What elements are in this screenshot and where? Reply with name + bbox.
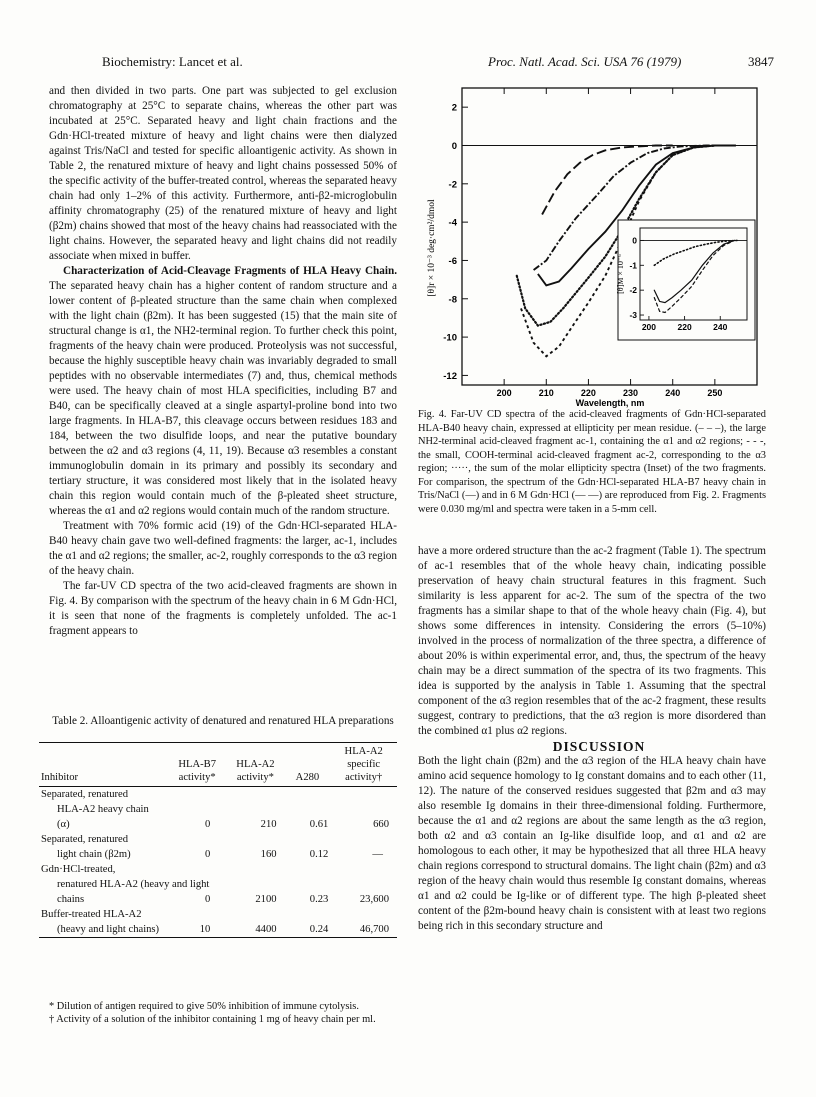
inset-x-tick-label: 200 — [641, 322, 657, 332]
figure-caption: Fig. 4. Far-UV CD spectra of the acid-cleaved fragments of Gdn·HCl-separated HLA-B40 heavy chain, expressed at ellipticity per mean residue. (– – –), the large NH2-terminal acid-cleaved fragment ac-1, containing the α1 and α2 regions; - - -, the small, COOH-terminal acid-cleaved fragment ac-2, corresponding to the α3 region; ·····, the sum of the molar ellipticity spectra (Inset) of the two fragments. For comparison, the spectrum of the Gdn·HCl-separated HLA-B7 heavy chain in Tris/NaCl (—) and in 6 M Gdn·HCl (— —) are reproduced from Fig. 2. Fragments were 0.030 mg/ml and spectra were taken in a 5-mm cell. — [418, 409, 766, 515]
cell-spec: 23,600 — [359, 894, 389, 905]
x-axis-label: Wavelength, nm — [575, 398, 645, 408]
col-header: Inhibitor — [41, 772, 79, 783]
x-tick-label: 220 — [580, 388, 596, 398]
paragraph-body: The separated heavy chain has a higher content of random structure and a lower content of β-pleated structure than the same chain when complexed with the light chain (β2m). It has been suggested (15) that the main site of structural change is α1, the NH2-terminal region. To further check this point, fragments of the heavy chain were produced. Proteolysis was not successful, because the highly susceptible heavy chain was invariably degraded to small peptides with no observable intermediates (7) and, thus, chemical methods were used. The heavy chain of most HLA specificities, including B7 and B40, can be specifically cleaved at a single aspartyl-proline bond into two large fragments. In HLA-B7, this cleavage occurs between residues 183 and 184, between the two disulfide loops, and near the putative boundary between the α2 and α3 regions (4, 11, 19). Because α3 resembles a constant immunoglobulin domain in its primary and possibly its secondary and tertiary structure, it was considered most likely that in the isolated heavy chain this region would contain much of the β-pleated sheet structure, whereas the α1 and α2 regions would contain much of the random structure. — [49, 280, 397, 517]
inset-plot — [616, 220, 755, 340]
col-header: HLA-A2 specific activity† — [344, 746, 383, 783]
row-label: light chain (β2m) — [57, 849, 131, 860]
row-label: HLA-A2 heavy chain — [57, 804, 149, 815]
y-tick-label: -10 — [443, 332, 457, 344]
table-row — [39, 877, 397, 892]
cell-b7: 0 — [205, 849, 211, 860]
row-label: Separated, renatured — [41, 789, 129, 800]
col-header: HLA-A2 activity* — [236, 759, 275, 783]
table-row — [39, 802, 397, 817]
cell-spec: 46,700 — [359, 924, 389, 935]
table-caption: Table 2. Alloantigenic activity of denatured and renatured HLA preparations — [52, 715, 394, 727]
section-heading: Characterization of Acid-Cleavage Fragments of HLA Heavy Chain. — [63, 265, 397, 277]
inset-y-tick-label: 0 — [632, 235, 637, 246]
paragraph: The far-UV CD spectra of the two acid-cleaved fragments are shown in Fig. 4. By comparison with the spectrum of the heavy chain in 6 M Gdn·HCl, it is seen that none of the fragments is completely unfolded. The ac-1 fragment appears to — [49, 580, 397, 637]
inset-y-axis-label: [θ]M × 10⁻⁶ — [616, 254, 625, 294]
table-2 — [39, 742, 397, 938]
x-tick-label: 210 — [538, 388, 554, 398]
cell-spec: 660 — [373, 819, 389, 830]
y-tick-label: 0 — [451, 140, 457, 152]
row-label: Buffer-treated HLA-A2 — [41, 909, 142, 920]
y-tick-label: -6 — [448, 255, 457, 267]
right-column — [418, 544, 766, 934]
running-header-journal: Proc. Natl. Acad. Sci. USA 76 (1979) — [488, 54, 682, 69]
paragraph — [49, 264, 397, 519]
figure-4-cd-spectra — [412, 80, 772, 408]
cell-a2: 160 — [260, 849, 277, 860]
y-tick-label: -12 — [443, 370, 457, 382]
cell-a2: 210 — [260, 819, 277, 830]
inset-y-tick-label: -3 — [629, 310, 637, 321]
y-tick-label: 2 — [451, 102, 457, 114]
cell-spec: — — [372, 849, 383, 860]
y-axis-label: [θ]r × 10⁻³ deg·cm²/dmol — [427, 199, 437, 297]
table-row — [39, 907, 397, 922]
cell-a280: 0.61 — [309, 819, 329, 830]
y-tick-label: -8 — [448, 294, 457, 306]
cell-a280: 0.24 — [309, 924, 329, 935]
x-tick-label: 240 — [665, 388, 681, 398]
inset-x-tick-label: 240 — [713, 322, 728, 332]
table-row — [39, 892, 397, 907]
page-number: 3847 — [748, 54, 774, 69]
left-column — [49, 84, 397, 639]
cell-a280: 0.23 — [309, 894, 329, 905]
cell-b7: 0 — [205, 819, 211, 830]
row-label: (α) — [57, 819, 70, 830]
table-row — [39, 862, 397, 877]
row-label: Gdn·HCl-treated, — [41, 864, 116, 875]
running-header-authors: Biochemistry: Lancet et al. — [102, 54, 243, 69]
table-row — [39, 817, 397, 832]
cell-b7: 10 — [199, 924, 211, 935]
table-header-row — [39, 743, 397, 787]
cell-b7: 0 — [205, 894, 211, 905]
section-heading-discussion: DISCUSSION — [552, 739, 646, 754]
paragraph: Treatment with 70% formic acid (19) of the Gdn·HCl-separated HLA-B40 heavy chain gave two well-defined fragments: the larger, ac-1, includes the α1 and α2 regions; the smaller, ac-2, roughly corresponds to the α3 region of the heavy chain. — [49, 520, 397, 577]
y-tick-label: -4 — [448, 217, 457, 229]
paragraph: Both the light chain (β2m) and the α3 region of the HLA heavy chain have amino acid sequence homology to Ig constant domains and to each other (11, 12). The nature of the conserved residues suggested that β2m and α3 may also resemble Ig domains in their three-dimensional folding. Furthermore, because the α1 and α2 regions are about the same length as the α3 region, both α2 and α3 contain an Ig-like disulfide loop, and α1 and α2 are homologous to each other, it may be hypothesized that all three HLA heavy chain regions correspond to structural domains. The light chain (β2m) and α3 region of the heavy chain would thus resemble Ig constant domains, whereas α1 and α2 could be Ig-like or of different type. The high β-pleated sheet content of the β2m-bound heavy chain is consistent with at least two regions being rich in this secondary structure and — [418, 755, 766, 932]
series-line-long-dash — [542, 146, 673, 215]
table-row — [39, 922, 397, 938]
x-tick-label: 200 — [496, 388, 512, 398]
row-label: renatured HLA-A2 (heavy and light — [57, 879, 210, 890]
col-header: A280 — [295, 772, 320, 783]
y-tick-label: -2 — [448, 179, 457, 191]
inset-x-tick-label: 220 — [677, 322, 692, 332]
table-row — [39, 832, 397, 847]
table-footnotes — [49, 1000, 397, 1026]
footnote: † Activity of a solution of the inhibitor containing 1 mg of heavy chain per ml. — [49, 1014, 376, 1025]
row-label: (heavy and light chains) — [57, 924, 160, 935]
row-label: chains — [57, 894, 85, 905]
inset-y-tick-label: -2 — [629, 285, 637, 296]
cell-a2: 2100 — [255, 894, 277, 905]
inset-y-tick-label: -1 — [629, 260, 637, 271]
footnote: * Dilution of antigen required to give 50% inhibition of immune cytolysis. — [49, 1001, 359, 1012]
x-tick-label: 230 — [623, 388, 639, 398]
table-row — [39, 847, 397, 862]
paragraph: and then divided in two parts. One part was subjected to gel exclusion chromatography at 25°C to separate chains, whereas the other part was incubated at 25°C. Separated heavy and light chain fractions and the Gdn·HCl-treated mixture of heavy and light chains were then dialyzed against Tris/NaCl and tested for specific alloantigenic activity. As shown in Table 2, the renatured mixture of heavy and light chains possessed 50% of the specific activity of the buffer-treated control, whereas the separated heavy chain had only 1–2% of this activity. Furthermore, anti-β2-microglobulin affinity chromatography (25) of the renatured mixture of heavy and light (β2m) chains showed that most of the heavy chains had reassociated with the light chains. However, the separated heavy and light chains did not readily associate when mixed in buffer. — [49, 85, 397, 262]
table-row — [39, 787, 397, 803]
col-header: HLA-B7 activity* — [178, 759, 216, 783]
x-tick-label: 250 — [707, 388, 723, 398]
row-label: Separated, renatured — [41, 834, 129, 845]
paragraph: have a more ordered structure than the ac-2 fragment (Table 1). The spectrum of ac-1 resembles that of the whole heavy chain, indicating possible preservation of heavy chain structural features in this fragment. Such similarity is less apparent for ac-2. The sum of the spectra of the two fragments has a similar shape to that of the whole heavy chain (Fig. 4), but shows some differences in intensity. Considering the errors (5–10%) involved in the process of normalization of the three spectra, a difference of about 20% is within experimental error, and, thus, the spectrum of the heavy chain may be a direct summation of the spectra of its two fragments. This idea is supported by the analysis in Table 1. Assuming that the spectral component of the α3 region resembles that of the ac-2 fragment, these results suggest, contrary to predictions, that the α3 region is more disordered than the combined α1 plus α2 regions. — [418, 545, 766, 737]
cell-a2: 4400 — [255, 924, 277, 935]
cell-a280: 0.12 — [309, 849, 329, 860]
